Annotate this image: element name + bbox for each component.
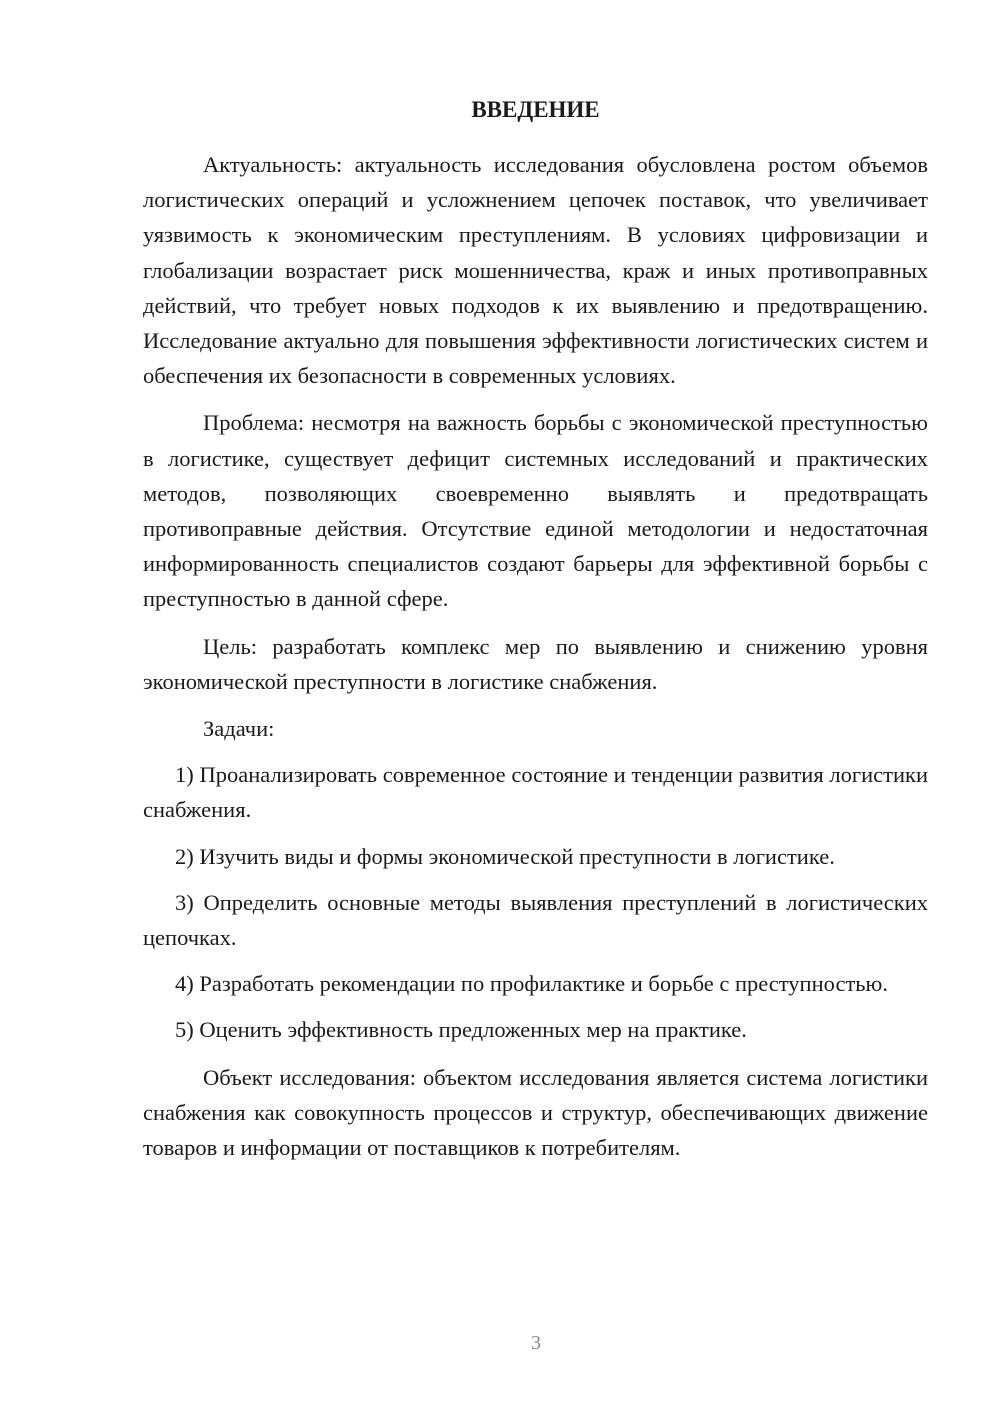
problem-paragraph: Проблема: несмотря на важность борьбы с экономической преступностью в логистике, существует дефицит системных исследований и практических методов, позволяющих своевременно выявлять и предотвращать противоправные действия. Отсутствие единой методологии и недостаточная информированность специалистов создают барьеры для эффективной борьбы с преступностью в данной сфере. (143, 410, 928, 612)
document-page (143, 92, 928, 1165)
tasks-list (143, 757, 928, 1047)
task-item: 3) Определить основные методы выявления преступлений в логистических цепочках. (143, 889, 928, 951)
section-title: ВВЕДЕНИЕ (471, 97, 600, 122)
tasks-heading: Задачи: (203, 716, 275, 742)
page-number: 3 (531, 1332, 541, 1354)
task-item: 5) Оценить эффективность предложенных мер на практике. (175, 1017, 747, 1043)
task-item: 1) Проанализировать современное состояние и тенденции развития логистики снабжения. (143, 762, 928, 823)
actuality-paragraph: Актуальность: актуальность исследования обусловлена ростом объемов логистических операций и усложнением цепочек поставок, что увеличивает уязвимость к экономическим преступлениям. В условиях цифровизации и глобализации возрастает риск мошенничества, краж и иных противоправных действий, что требует новых подходов к их выявлению и предотвращению. Исследование актуально для повышения эффективности логистических систем и обеспечения их безопасности в современных условиях. (143, 152, 928, 389)
goal-paragraph: Цель: разработать комплекс мер по выявлению и снижению уровня экономической преступности в логистике снабжения. (143, 633, 928, 694)
task-item: 4) Разработать рекомендации по профилактике и борьбе с преступностью. (175, 971, 888, 997)
task-item: 2) Изучить виды и формы экономической преступности в логистике. (175, 843, 835, 869)
object-paragraph: Объект исследования: объектом исследования является система логистики снабжения как совокупность процессов и структур, обеспечивающих движение товаров и информации от поставщиков к потребителям. (143, 1064, 928, 1161)
